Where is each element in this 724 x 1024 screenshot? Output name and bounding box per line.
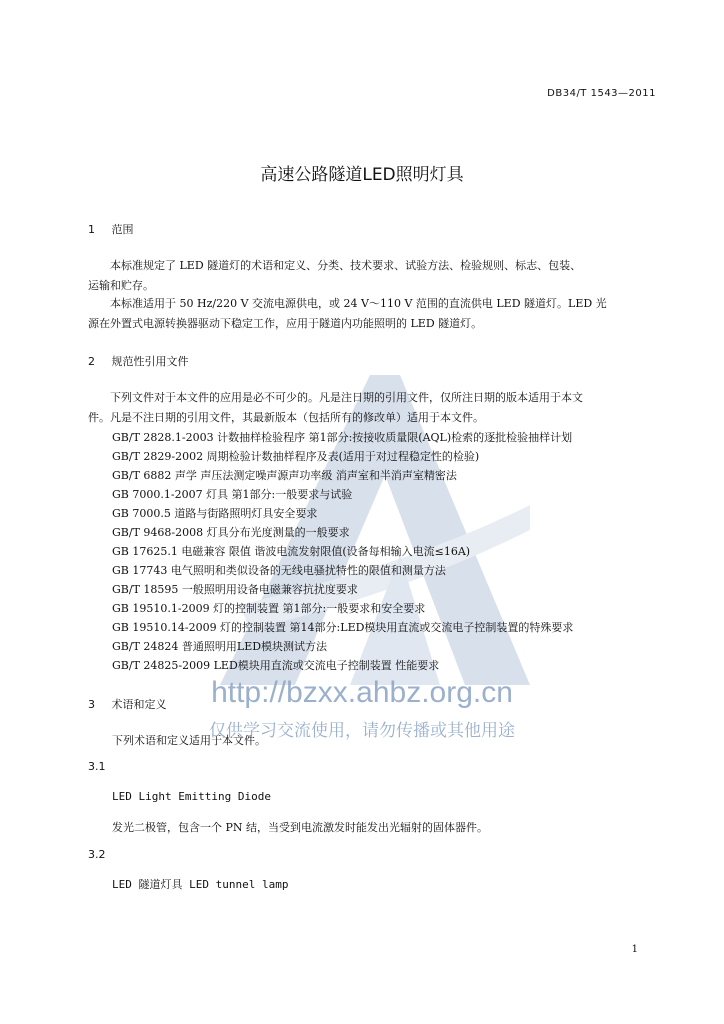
reference-item: GB/T 9468-2008 灯具分布光度测量的一般要求 <box>112 526 350 539</box>
section-1-heading <box>88 221 134 237</box>
reference-item: GB/T 2828.1-2003 计数抽样检验程序 第1部分:按接收质量限(AQL)检索的逐批检验抽样计划 <box>112 431 573 444</box>
page-number: 1 <box>631 944 638 955</box>
reference-item: GB/T 18595 一般照明用设备电磁兼容抗扰度要求 <box>112 583 358 596</box>
watermark-url: http://bzxx.ahbz.org.cn <box>211 676 513 709</box>
reference-item: GB/T 24824 普通照明用LED模块测试方法 <box>112 640 328 653</box>
text-line: 本标准规定了 LED 隧道灯的术语和定义、分类、技术要求、试验方法、检验规则、标志、包装、 <box>110 259 582 272</box>
text-line: 件。凡是不注日期的引用文件，其最新版本（包括所有的修改单）适用于本文件。 <box>88 410 484 424</box>
scope-paragraph-2 <box>88 294 660 333</box>
reference-item: GB/T 6882 声学 声压法测定噪声源声功率级 消声室和半消声室精密法 <box>112 469 457 482</box>
scope-paragraph-1 <box>88 256 660 295</box>
section-title: 术语和定义 <box>111 698 167 711</box>
reference-item: GB 17625.1 电磁兼容 限值 谐波电流发射限值(设备每相输入电流≤16A) <box>112 545 471 558</box>
term-number: 3.2 <box>88 848 106 861</box>
document-title: 高速公路隧道LED照明灯具 <box>260 165 464 185</box>
term-name: LED Light Emitting Diode <box>112 790 271 803</box>
term-name: LED 隧道灯具 LED tunnel lamp <box>112 878 289 891</box>
term-number: 3.1 <box>88 760 106 773</box>
normative-intro <box>88 388 660 427</box>
reference-item: GB 7000.5 道路与街路照明灯具安全要求 <box>112 507 318 520</box>
term-definition: 发光二极管，包含一个 PN 结，当受到电流激发时能发出光辐射的固体器件。 <box>112 821 489 834</box>
section-2-heading <box>88 353 189 369</box>
text-line: 运输和贮存。 <box>88 278 154 292</box>
section-title: 规范性引用文件 <box>111 355 189 368</box>
reference-item: GB/T 2829-2002 周期检验计数抽样程序及表(适用于对过程稳定性的检验) <box>112 450 480 463</box>
standard-code: DB34/T 1543—2011 <box>547 88 656 99</box>
text-line: 源在外置式电源转换器驱动下稳定工作，应用于隧道内功能照明的 LED 隧道灯。 <box>88 316 483 330</box>
text-line: 本标准适用于 50 Hz/220 V 交流电源供电，或 24 V～110 V 范围的直流供电 LED 隧道灯。LED 光 <box>110 297 607 310</box>
section-title: 范围 <box>111 223 134 236</box>
reference-list <box>112 428 573 675</box>
reference-item: GB 17743 电气照明和类似设备的无线电骚扰特性的限值和测量方法 <box>112 564 446 577</box>
reference-item: GB 19510.1-2009 灯的控制装置 第1部分:一般要求和安全要求 <box>112 602 426 615</box>
section-number: 1 <box>88 223 95 236</box>
terms-intro: 下列术语和定义适用于本文件。 <box>112 734 266 747</box>
text-line: 下列文件对于本文件的应用是必不可少的。凡是注日期的引用文件，仅所注日期的版本适用于本文 <box>110 391 583 404</box>
reference-item: GB 7000.1-2007 灯具 第1部分:一般要求与试验 <box>112 488 353 501</box>
watermark-note: 仅供学习交流使用，请勿传播或其他用途 <box>209 721 515 741</box>
section-number: 2 <box>88 355 95 368</box>
reference-item: GB/T 24825-2009 LED模块用直流或交流电子控制装置 性能要求 <box>112 659 440 672</box>
section-number: 3 <box>88 698 95 711</box>
reference-item: GB 19510.14-2009 灯的控制装置 第14部分:LED模块用直流或交流电子控制装置的特殊要求 <box>112 621 574 634</box>
